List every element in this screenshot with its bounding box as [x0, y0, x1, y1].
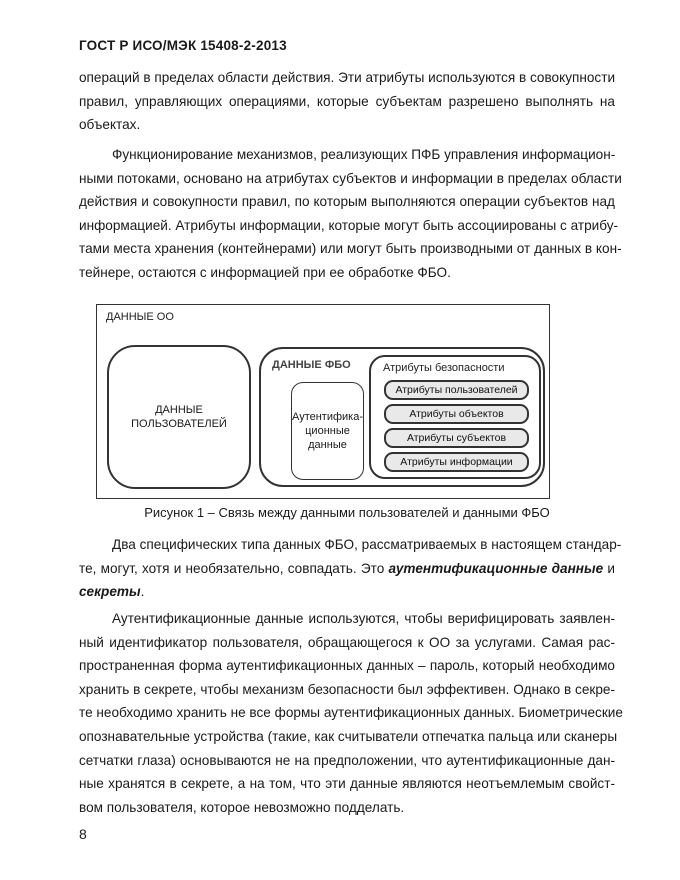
paragraph-2 — [79, 143, 622, 285]
paragraph-line: ные хранятся в секрете, а на том, что эти данные являются неотъемлемым свойст- — [79, 776, 615, 792]
toe-data-label: ДАННЫЕ ОО — [106, 311, 174, 323]
emphasis-auth-data: аутентификационные данные — [388, 560, 604, 576]
text-run: . — [140, 584, 145, 600]
paragraph-1 — [79, 66, 615, 137]
subject-attributes-pill: Атрибуты субъектов — [384, 428, 529, 448]
information-attributes-pill: Атрибуты информации — [384, 452, 529, 472]
user-attributes-pill: Атрибуты пользователей — [384, 380, 529, 400]
tsf-data-label: ДАННЫЕ ФБО — [272, 359, 351, 371]
paragraph-line: те необходимо хранить не все формы аутентификационных данных. Биометрические — [79, 705, 623, 721]
paragraph-line: опознавательные устройства (такие, как считыватели отпечатка пальца или сканеры — [79, 728, 618, 744]
page-number: 8 — [79, 826, 87, 842]
paragraph-line: информацией. Атрибуты информации, которые могут быть ассоциированы с атрибу- — [79, 217, 619, 233]
paragraph-line — [79, 580, 615, 604]
paragraph-line: пространенная форма аутентификационных данных – пароль, который необходимо — [79, 658, 615, 674]
paragraph-line: действия и совокупности правил, по которым выполняются операции субъектов над — [79, 194, 615, 210]
emphasis-secrets: секреты — [79, 584, 141, 600]
text-run: и — [603, 560, 615, 576]
paragraph-line: Два специфических типа данных ФБО, рассматриваемых в настоящем стандар- — [112, 537, 622, 552]
paragraph-line: сетчатки глаза) основываются не на предположении, что аутентификационные дан- — [79, 752, 615, 768]
paragraph-line: тейнере, остаются с информацией при ее обработке ФБО. — [79, 264, 451, 280]
auth-data-label-line1: Аутентифика- — [291, 411, 364, 423]
text-run: те, могут, хотя и необязательно, совпадать. Это — [79, 560, 389, 576]
paragraph-line: ный идентификатор пользователя, обращающегося к ОО за услугами. Самая рас- — [79, 634, 615, 650]
paragraph-line: Аутентификационные данные используются, чтобы верифицировать заявлен- — [112, 611, 615, 626]
user-data-box — [107, 345, 251, 489]
paragraph-line: объектах. — [79, 117, 141, 133]
paragraph-4 — [79, 607, 623, 819]
document-header: ГОСТ Р ИСО/МЭК 15408-2-2013 — [79, 38, 287, 53]
auth-data-label-line2: ционные — [305, 425, 350, 437]
paragraph-3 — [79, 533, 622, 604]
paragraph-line: операций в пределах области действия. Эти атрибуты используются в совокупности — [79, 70, 616, 85]
paragraph-line: правил, управляющих операциями, которые субъектам разрешено выполнять на — [79, 93, 615, 109]
figure-toe-data — [96, 304, 550, 499]
paragraph-line: ными потоками, основано на атрибутах субъектов и информации в пределах области — [79, 170, 622, 186]
figure-caption: Рисунок 1 – Связь между данными пользователей и данными ФБО — [144, 505, 550, 520]
user-data-label-line2: ПОЛЬЗОВАТЕЛЕЙ — [131, 418, 227, 430]
security-attributes-label: Атрибуты безопасности — [383, 362, 505, 374]
auth-data-box — [291, 382, 364, 480]
paragraph-line: хранить в секрете, чтобы механизм безопасности был эффективен. Однако в секре- — [79, 681, 615, 697]
paragraph-line: Функционирование механизмов, реализующих ПФБ управления информацион- — [112, 147, 616, 162]
security-attributes-box — [369, 355, 541, 479]
user-data-label-line1: ДАННЫЕ — [155, 404, 203, 416]
tsf-data-box — [259, 347, 545, 487]
object-attributes-pill: Атрибуты объектов — [384, 404, 529, 424]
paragraph-line: вом пользователя, которое невозможно подделать. — [79, 799, 405, 815]
paragraph-line — [79, 557, 615, 581]
paragraph-line: тами места хранения (контейнерами) или могут быть производными от данных в кон- — [79, 241, 622, 257]
auth-data-label-line3: данные — [308, 439, 347, 451]
